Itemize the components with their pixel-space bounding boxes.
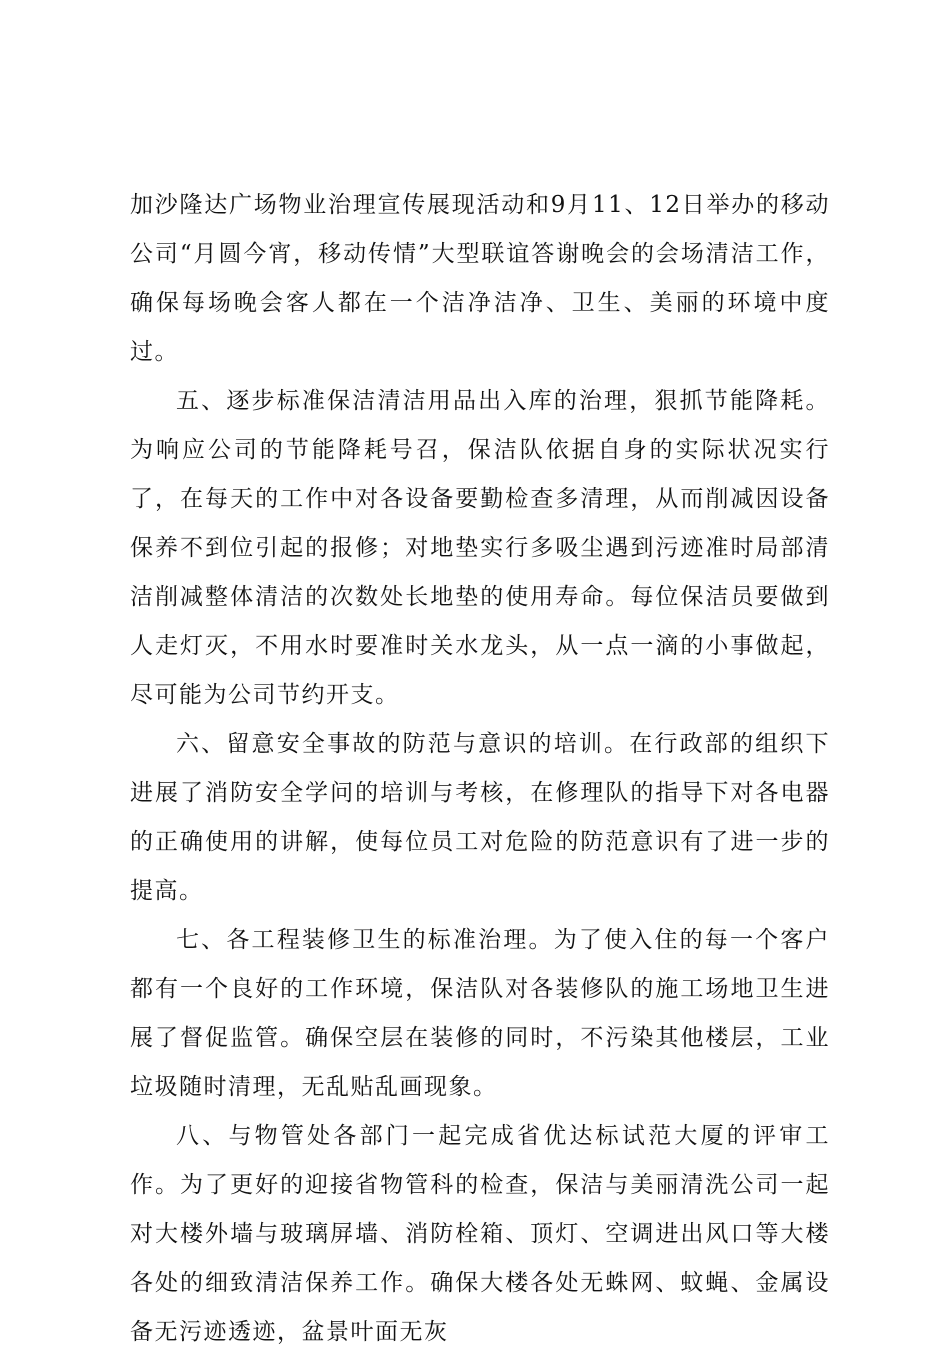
paragraph-section-seven: 七、各工程装修卫生的标准治理。为了使入住的每一个客户都有一个良好的工作环境，保洁队对各装修队的施工场地卫生进展了督促监管。确保空层在装修的同时，不污染其他楼层，工业垃圾随时清理，无乱贴乱画现象。	[130, 927, 830, 1100]
paragraph-section-six: 六、留意安全事故的防范与意识的培训。在行政部的组织下进展了消防安全学问的培训与考核，在修理队的指导下对各电器的正确使用的讲解，使每位员工对危险的防范意识有了进一步的提高。	[130, 731, 830, 904]
paragraph-section-five: 五、逐步标准保洁清洁用品出入库的治理，狠抓节能降耗。为响应公司的节能降耗号召，保洁队依据自身的实际状况实行了，在每天的工作中对各设备要勤检查多清理，从而削减因设备保养不到位引起的报修；对地垫实行多吸尘遇到污迹准时局部清洁削减整体清洁的次数处长地垫的使用寿命。每位保洁员要做到人走灯灭，不用水时要准时关水龙头，从一点一滴的小事做起，尽可能为公司节约开支。	[130, 388, 830, 708]
paragraph-section-eight: 八、与物管处各部门一起完成省优达标试范大厦的评审工作。为了更好的迎接省物管科的检查，保洁与美丽清洗公司一起对大楼外墙与玻璃屏墙、消防栓箱、顶灯、空调进出风口等大楼各处的细致清洁保养工作。确保大楼各处无蛛网、蚊蝇、金属设备无污迹透迹，盆景叶面无灰	[130, 1123, 830, 1345]
paragraph-continuation: 加沙隆达广场物业治理宣传展现活动和9月11、12日举办的移动公司“月圆今宵，移动传情”大型联谊答谢晚会的会场清洁工作，确保每场晚会客人都在一个洁净洁净、卫生、美丽的环境中度过。	[130, 192, 830, 365]
document-body	[130, 181, 830, 1357]
